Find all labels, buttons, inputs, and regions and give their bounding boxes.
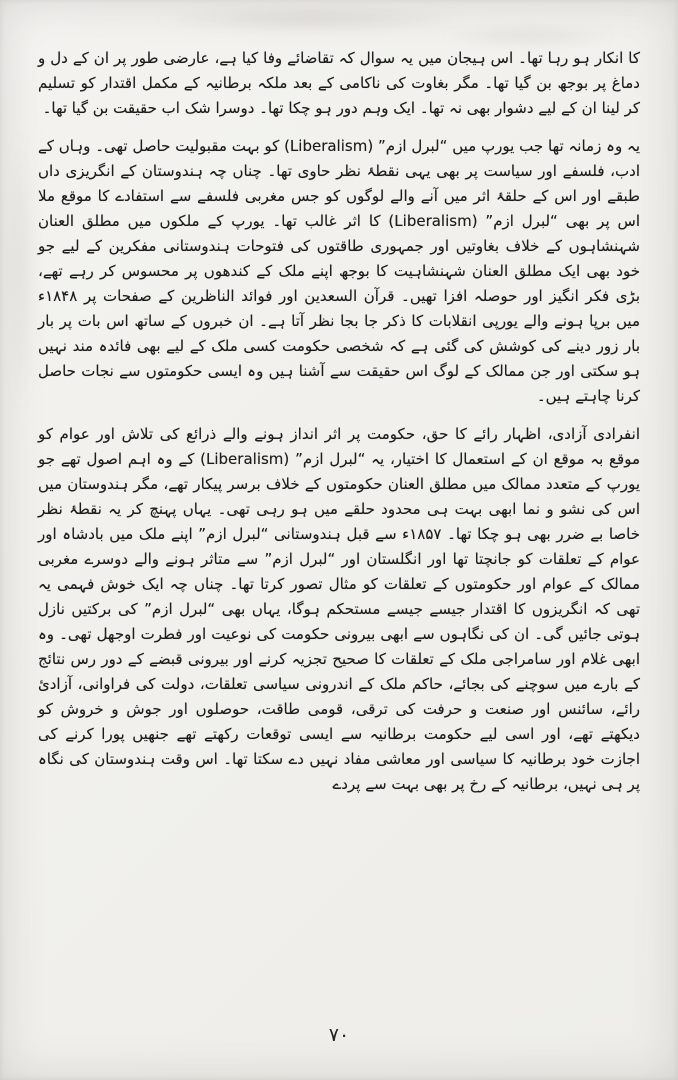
paragraph-2: یہ وہ زمانہ تھا جب یورپ میں “لبرل ازم” (Liberalism) کو بہت مقبولیت حاصل تھی۔ وہاں کے ادب، فلسفے اور سیاست پر بھی یہی نقطۂ نظر حاوی تھا۔ چناں چہ ہندوستان کے انگریزی داں طبقے اور اس کے حلقۂ اثر میں آنے والے لوگوں کو جس مغربی فلسفے سے استفادے کا موقع ملا اس پر بھی “لبرل ازم” (Liberalism) کا اثر غالب تھا۔ یورپ کے ملکوں میں مطلق العنان شہنشاہوں کے خلاف بغاوتیں اور جمہوری طاقتوں کی فتوحات ہندوستانی مفکرین کے لیے جو خود بھی ایک مطلق العنان شہنشاہیت کا بوجھ اپنے ملک کے کندھوں پر محسوس کر رہے تھے، بڑی فکر انگیز اور حوصلہ افزا تھیں۔ قرآن السعدین اور فوائد الناظرین کے صفحات پر ۱۸۴۸ء میں برپا ہونے والے یورپی انقلابات کا ذکر جا بجا نظر آتا ہے۔ ان خبروں کے ساتھ اس بات پر بار بار زور دینے کی کوشش کی گئی ہے کہ شخصی حکومت کسی ملک کے لیے بھی فائدہ مند نہیں ہو سکتی اور جن ممالک کے لوگ اس حقیقت سے آشنا ہیں وہ ایسی حکومتوں سے نجات حاصل کرنا چاہتے ہیں۔ — [38, 137, 641, 405]
scan-smudge — [8, 120, 34, 420]
page-number: ۷۰ — [328, 1024, 350, 1046]
paragraph-3: انفرادی آزادی، اظہار رائے کا حق، حکومت پر اثر انداز ہونے والے ذرائع کی تلاش اور عوام کو موقع بہ موقع ان کے استعمال کا اختیار، یہ “لبرل ازم” (Liberalism) کے وہ اہم اصول تھے جو یورپ کے متعدد ممالک میں مطلق العنان حکومتوں کے خلاف برسر پیکار تھے، مگر ہندوستان میں اس کی نشو و نما ابھی بہت ہی محدود حلقے میں ہو رہی تھی۔ یہاں پہنچ کر یہ نقطۂ نظر خاصا بے ضرر بھی ہو چکا تھا۔ ۱۸۵۷ء سے قبل ہندوستانی “لبرل ازم” اپنے ملک میں بادشاہ اور عوام کے تعلقات کو جانچتا تھا اور انگلستان اور “لبرل ازم” سے متاثر ہونے والے دوسرے مغربی ممالک کے عوام اور حکومتوں کے تعلقات کو مثال تصور کرتا تھا۔ چناں چہ ایک خوش فہمی یہ تھی کہ انگریزوں کا اقتدار جیسے جیسے مستحکم ہوگا، یہاں بھی “لبرل ازم” کی برکتیں نازل ہوتی جائیں گی۔ ان کی نگاہوں سے ابھی بیرونی حکومت کی نوعیت اور فطرت اوجھل تھی۔ وہ ابھی غلام اور سامراجی ملک کے تعلقات کا صحیح تجزیہ کرنے اور بیرونی قبضے کے دور رس نتائج کے بارے میں سوچنے کی بجائے، حاکم ملک کے اندرونی سیاسی تعلقات، دولت کی فراوانی، آزادیٔ رائے، سائنس اور صنعت و حرفت کی ترقی، قومی طاقت، حوصلوں اور جوش و خروش کو دیکھتے تھے، اور اسی لیے حکومت برطانیہ سے ایسی توقعات رکھتے تھے جنھیں پورا کرنے کی اجازت خود برطانیہ کا سیاسی اور معاشی مفاد نہیں دے سکتا تھا۔ اس وقت ہندوستان کی نگاہ پر ہی نہیں، برطانیہ کے رخ پر بھی بہت سے پردے — [38, 425, 640, 793]
paragraph-1: کا انکار ہو رہا تھا۔ اس ہیجان میں یہ سوال کہ تقاضائے وفا کیا ہے، عارضی طور پر ان کے دل و دماغ پر بوجھ بن گیا تھا۔ مگر بغاوت کی ناکامی کے بعد ملکہ برطانیہ کے مکمل اقتدار کو تسلیم کر لینا ان کے لیے دشوار بھی نہ تھا۔ ایک وہم دور ہو چکا تھا۔ دوسرا شک اب حقیقت بن گیا تھا۔ — [38, 49, 640, 117]
page-text-block — [38, 46, 640, 797]
scan-smudge — [438, 26, 618, 46]
scan-smudge — [150, 6, 470, 32]
